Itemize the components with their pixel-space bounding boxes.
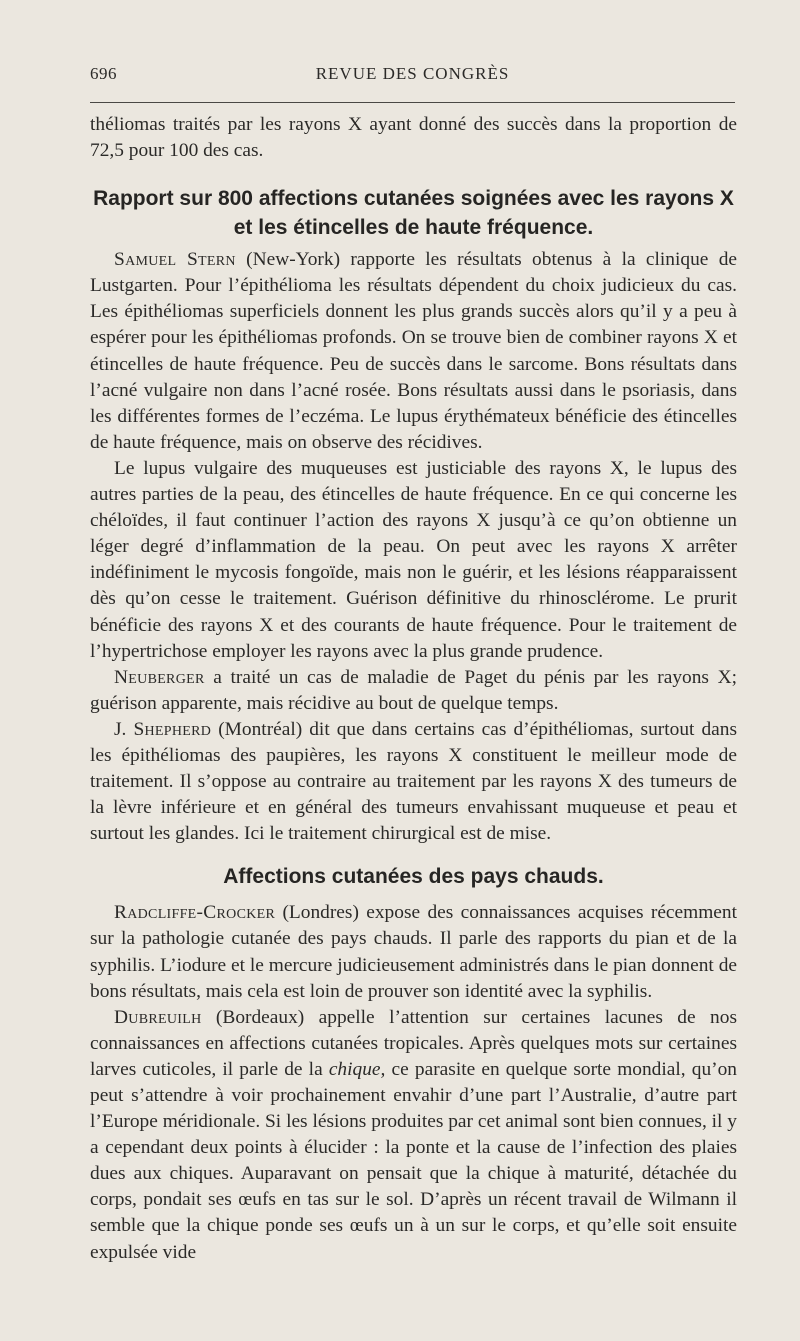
author-name: Shepherd xyxy=(133,718,212,740)
section-heading-x-rays: Rapport sur 800 affections cutanées soignées avec les rayons X et les étincelles de haute fréquence. xyxy=(93,187,734,240)
author-initial: J. xyxy=(114,718,134,740)
paragraph-lupus: Le lupus vulgaire des muqueuses est justiciable des rayons X, le lupus des autres parties de la peau, des étincelles de haute fréquence. En ce qui concerne les chéloïdes, il faut continuer l’action des rayons X jusqu’à ce qu’on obtienne un léger degré d’inflammation de la peau. On peut avec les rayons X arrêter indéfiniment le mycosis fongoïde, mais non le guérir, et les lésions réapparaissent dès qu’on cesse le traitement. Guérison définitive du rhinosclérome. Le prurit bénéficie des rayons X et des courants de haute fréquence. Pour le traitement de l’hypertrichose employer les rayons avec la plus grande prudence. xyxy=(90,457,737,662)
author-name: Radcliffe-Crocker xyxy=(114,902,276,924)
author-name: Dubreuilh xyxy=(114,1006,202,1028)
section-heading-hot-countries: Affections cutanées des pays chauds. xyxy=(223,865,604,889)
paragraph-text: (Londres) expose des connaissances acquises récemment sur la pathologie cutanée des pays chauds. Il parle des rapports du pian et de la syphilis. L’iodure et le mercure judicieusement administrés dans le pian donnent de bons résultats, mais cela est loin de prouver son identité avec la syphilis. xyxy=(90,902,737,1002)
author-name: Neuberger xyxy=(114,666,205,688)
paragraph-stern xyxy=(90,247,737,456)
page-number: 696 xyxy=(90,64,117,83)
running-title: REVUE DES CONGRÈS xyxy=(315,64,510,83)
paragraph-dubreuilh xyxy=(90,1005,737,1266)
continued-paragraph: théliomas traités par les rayons X ayant donné des succès dans la proportion de 72,5 pour 100 des cas. xyxy=(90,114,737,162)
paragraph-radcliffe-crocker xyxy=(90,900,737,1004)
page-body xyxy=(90,112,737,1266)
header-rule xyxy=(90,102,735,103)
paragraph-text: (Bordeaux) appelle l’attention sur certaines lacunes de nos connaissances en affections cutanées tropicales. Après quelques mots sur certaines larves cuticoles, il parle de la xyxy=(90,1006,737,1080)
paragraph-neuberger xyxy=(90,665,737,717)
paragraph-text: (Montréal) dit que dans certains cas d’épithéliomas, surtout dans les épithéliomas des paupières, les rayons X constituent le meilleur mode de traitement. Il s’oppose au contraire au traitement par les rayons X des tumeurs de la lèvre inférieure et en général des tumeurs envahissant muqueuse et peau et surtout les glandes. Ici le traitement chirurgical est de mise. xyxy=(90,718,737,845)
paragraph-shepherd xyxy=(90,717,737,847)
author-name: Samuel Stern xyxy=(114,249,236,271)
running-header xyxy=(90,64,735,92)
paragraph-text: ce parasite en quelque sorte mondial, qu’on peut s’attendre à voir prochainement envahir d’une part l’Australie, d’autre part l’Europe méridionale. Si les lésions produites par cet animal sont bien connues, il y a cependant deux points à élucider : la ponte et la cause de l’infection des plaies dues aux chiques. Auparavant on pensait que la chique à maturité, détachée du corps, pondait ses œufs en tas sur le sol. D’après un récent travail de Wilmann il semble que la chique ponde ses œufs un à un sur le corps, et qu’elle soit ensuite expulsée vide xyxy=(90,1058,737,1263)
paragraph-text: (New-York) rapporte les résultats obtenus à la clinique de Lustgarten. Pour l’épithélioma les résultats dépendent du choix judicieux du cas. Les épithéliomas superficiels donnent les plus grands succès alors qu’il y a peu à espérer pour les épithéliomas profonds. On se trouve bien de combiner rayons X et étincelles de haute fréquence. Peu de succès dans le sarcome. Bons résultats dans l’acné vulgaire non dans l’acné rosée. Bons résultats aussi dans le psoriasis, dans les différentes formes de l’eczéma. Le lupus érythémateux bénéficie des étincelles de haute fréquence, mais on observe des récidives. xyxy=(90,249,737,453)
paragraph-text: a traité un cas de maladie de Paget du pénis par les rayons X; guérison apparente, mais récidive au bout de quelque temps. xyxy=(90,666,737,714)
italic-term: chique, xyxy=(328,1058,386,1080)
